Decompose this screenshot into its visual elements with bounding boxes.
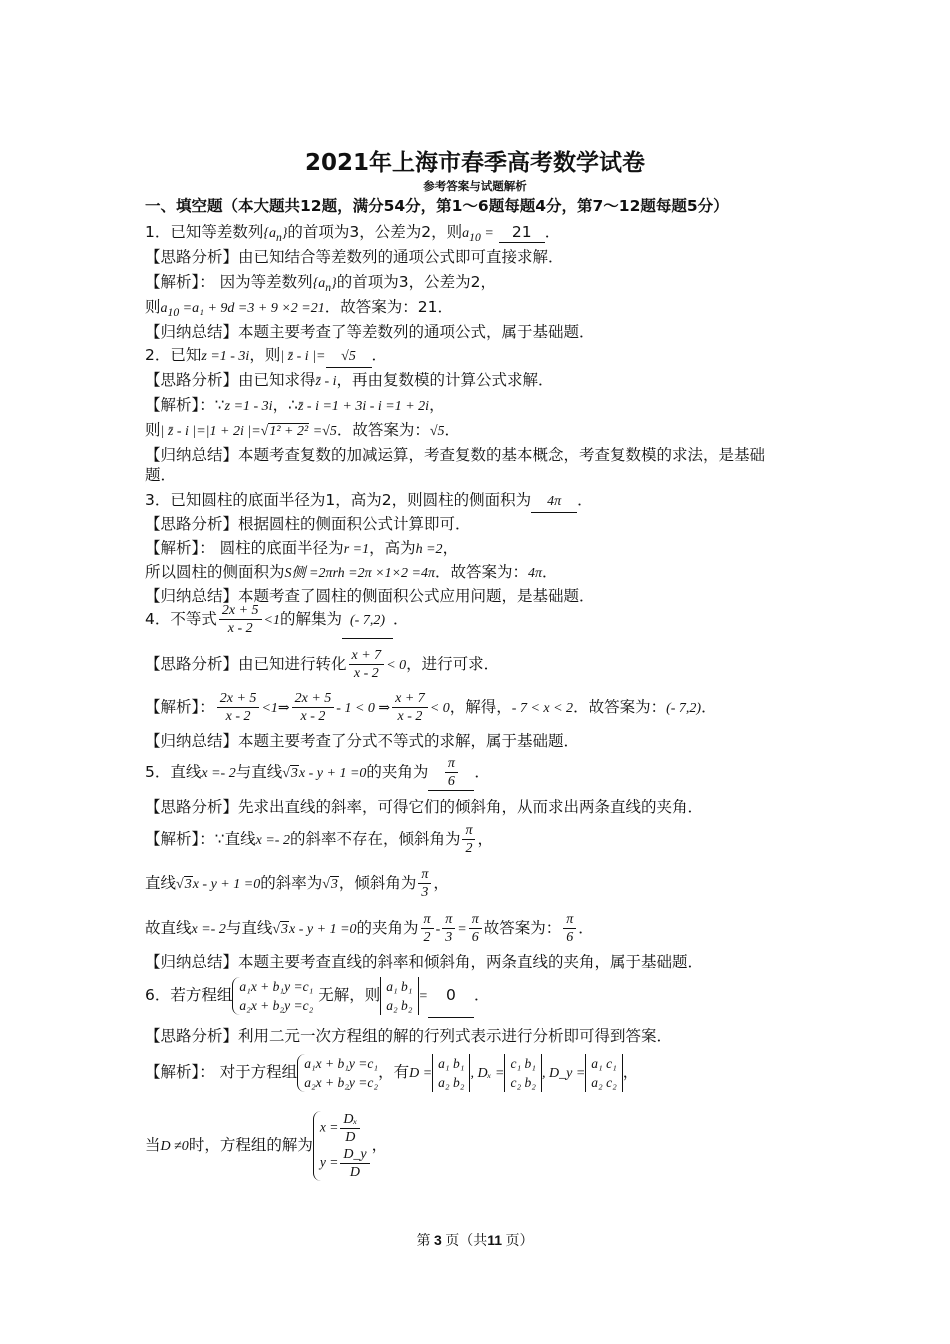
q1-analysis: 【思路分析】由已知结合等差数列的通项公式即可直接求解． xyxy=(145,248,564,266)
q2-summary-cont: 题． xyxy=(145,466,177,484)
q2-summary: 【归纳总结】本题考查复数的加减运算，考查复数的基本概念，考查复数模的求法，是基础 xyxy=(145,446,766,464)
q5-solution: 【解析】：∵直线x =- 2的斜率不存在，倾斜角为 $\frac{\pi}{2}$ ， xyxy=(145,823,493,856)
q3-summary: 【归纳总结】本题考查了圆柱的侧面积公式应用问题，是基础题． xyxy=(145,587,595,605)
q6-solution-system: x = $\frac{\text{Dₓ}}{D}$ y = $\frac{D\_y}{D}$ xyxy=(313,1111,372,1181)
q6-equation-system: a₁x + b₁y =c₁ a₂x + b₂y =c₂ xyxy=(232,977,313,1015)
q3-analysis: 【思路分析】根据圆柱的侧面积公式计算即可． xyxy=(145,515,471,533)
q6-determinant: a₁ b₁ a₂ b₂ xyxy=(380,977,418,1015)
q3-solution-line2: 所以圆柱的侧面积为S侧 =2πrh =2π ×1×2 =4π．故答案为：4π． xyxy=(145,563,558,581)
q1-solution: 【解析】： 因为等差数列$\{a_n\}$的首项为3，公差为2， xyxy=(145,273,496,294)
q1-a10: $a_{10}$ = xyxy=(462,226,494,244)
q4-analysis: 【思路分析】由已知进行转化 $\frac{x + 7}{x - 2}$ < 0，进行可求． xyxy=(145,648,500,681)
q6-analysis: 【思路分析】利用二元一次方程组的解的行列式表示进行分析即可得到答案． xyxy=(145,1027,673,1045)
q4-summary: 【归纳总结】本题主要考查了分式不等式的求解，属于基础题． xyxy=(145,732,580,750)
q2-stem: 2．已知z =1 - 3i，则| z̄ - i |= √5 ． xyxy=(145,345,387,368)
q4-answer-blank: (- 7,2) xyxy=(342,604,393,639)
q1-summary: 【归纳总结】本题主要考查了等差数列的通项公式，属于基础题． xyxy=(145,323,595,341)
q4-solution: 【解析】： $\frac{2x + 5}{x - 2}$ <1⇒ $\frac{2x + 5}{x - 2}$ - 1 < 0 ⇒ $\frac{x + 7}{x - 2}$ < 0，解得，- 7 < x < 2．故答案为：(- 7,2)． xyxy=(145,691,717,724)
q1-answer-blank: 21 xyxy=(499,222,545,243)
q3-stem: 3．已知圆柱的底面半径为1，高为2，则圆柱的侧面积为 4π ． xyxy=(145,490,593,513)
q1-seq: $\{a_n\}$ xyxy=(263,226,288,244)
q4-fraction: $\frac{2x + 5}{x - 2}$ xyxy=(219,602,262,637)
q3-answer-blank: 4π xyxy=(531,492,577,513)
page-subtitle: 参考答案与试题解析 xyxy=(423,179,527,193)
q5-analysis: 【思路分析】先求出直线的斜率，可得它们的倾斜角，从而求出两条直线的夹角． xyxy=(145,798,704,816)
q4-stem: 4．不等式 $\frac{2x + 5}{x - 2}$ <1的解集为 (- 7,2) ． xyxy=(145,602,409,639)
q3-solution: 【解析】： 圆柱的底面半径为r =1，高为h =2， xyxy=(145,539,459,557)
q6-stem: 6．若方程组 a₁x + b₁y =c₁ a₂x + b₂y =c₂ 无解，则 a₁ b₁ a₂ b₂ = 0 ． xyxy=(145,973,489,1019)
q6-solution: 【解析】： 对于方程组 a₁x + b₁y =c₁ a₂x + b₂y =c₂ ，有D = a₁ b₁ a₂ b₂ , Dₓ = c₁ b₁ c₂ b₂ , D_y = a₁ c₁ a₂ c₂ ， xyxy=(145,1055,639,1090)
q2-solution-line2: 则| z̄ - i |=|1 + 2i |=√1² + 2² =√5．故答案为：√5． xyxy=(145,421,461,439)
q5-stem: 5．直线x =- 2与直线√3x - y + 1 =0的夹角为 $\frac{\pi}{6}$ ． xyxy=(145,756,490,789)
q6-solution-line2: 当D ≠0时，方程组的解为 x = $\frac{\text{Dₓ}}{D}$ y = $\frac{D\_y}{D}$ ， xyxy=(145,1111,388,1180)
q6-answer-blank: 0 xyxy=(428,973,474,1018)
page-footer: 第 3 页（共11 页） xyxy=(416,1232,534,1249)
q1-stem: 1．已知等差数列$\{a_n\}$的首项为3，公差为2，则$a_{10} = 21$ ． xyxy=(145,223,561,244)
q5-solution-line2: 直线√3x - y + 1 =0的斜率为√3，倾斜角为 $\frac{\pi}{3}$ ， xyxy=(145,867,449,900)
q1-solution-line2: 则$a_{10} =a_1 + 9d =3 + 9 \times 2 =21$．故答案为：21． xyxy=(145,298,453,319)
q5-summary: 【归纳总结】本题主要考查直线的斜率和倾斜角，两条直线的夹角，属于基础题． xyxy=(145,953,704,971)
q5-answer-blank: $\frac{\pi}{6}$ xyxy=(428,755,474,791)
q2-answer-blank: √5 xyxy=(326,347,372,368)
q2-solution: 【解析】：∵z =1 - 3i，∴z̄ - i =1 + 3i - i =1 + 2i， xyxy=(145,396,445,414)
q2-analysis: 【思路分析】由已知求得z̄ - i，再由复数模的计算公式求解． xyxy=(145,371,554,389)
section-heading: 一、填空题（本大题共12题，满分54分，第1～6题每题4分，第7～12题每题5分） xyxy=(145,197,729,215)
q5-solution-line3: 故直线x =- 2与直线√3x - y + 1 =0的夹角为 $\frac{\pi}{2}$ - $\frac{\pi}{3}$ = $\frac{\pi}{6}$ 故答案为： $\frac{\pi}{6}$ ． xyxy=(145,912,594,945)
page-title: 2021年上海市春季高考数学试卷 xyxy=(304,150,645,176)
